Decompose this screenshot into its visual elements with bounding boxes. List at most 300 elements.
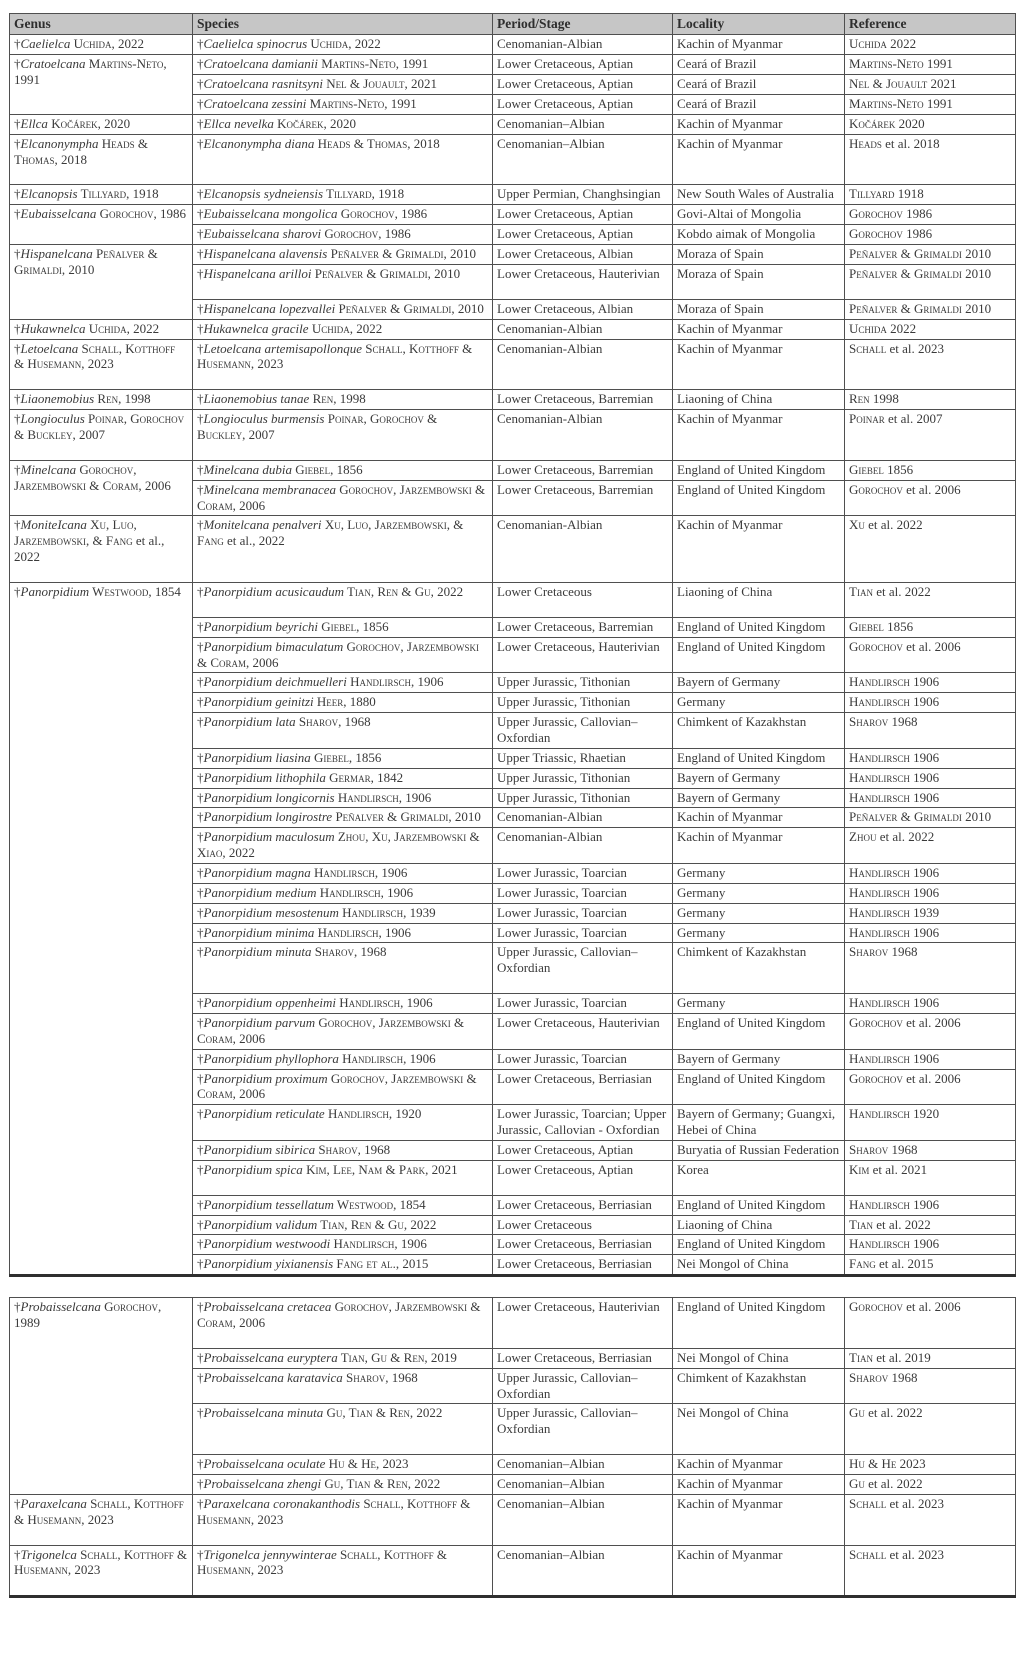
species-text: Panorpidium acusicaudum: [203, 583, 344, 599]
reference-text: et al. 2006: [902, 1015, 961, 1030]
locality-cell: Govi-Altai of Mongolia: [673, 205, 845, 225]
species-text: Ren, 1998: [309, 391, 366, 407]
species-text: Panorpidium mesostenum: [203, 904, 339, 920]
species-cell: [193, 245, 493, 265]
genus-cell: [10, 245, 193, 320]
species-row: [10, 319, 1016, 339]
species-text: Giebel, 1856: [317, 618, 389, 634]
species-text: Fang et al., 2015: [333, 1256, 429, 1272]
genus-text: Letoelcana: [20, 340, 79, 356]
reference-text: Handlirsch 1906: [849, 924, 940, 940]
reference-cell: [845, 768, 1016, 788]
species-cell: [193, 788, 493, 808]
species-text: Sharov, 1968: [311, 944, 387, 960]
species-text: †: [197, 1106, 204, 1122]
species-cell: [193, 1404, 493, 1455]
period-stage-cell: Cenomanian-Albian: [493, 319, 673, 339]
species-text: †: [197, 618, 204, 634]
period-stage-cell: Cenomanian–Albian: [493, 1545, 673, 1597]
species-cell: [193, 460, 493, 480]
genus-text: †: [14, 115, 21, 131]
species-cell: [193, 994, 493, 1014]
reference-text: Handlirsch 1906: [849, 864, 940, 880]
species-text: †: [197, 1546, 204, 1562]
genus-text: Uchida, 2022: [85, 320, 160, 336]
species-text: Panorpidium phyllophora: [203, 1050, 339, 1066]
species-cell: [193, 748, 493, 768]
species-text: †: [197, 924, 204, 940]
taxa-table-1: [9, 13, 1016, 1277]
reference-text: Handlirsch 1906: [849, 995, 940, 1011]
species-text: Probaisselcana minuta: [203, 1405, 324, 1421]
species-text: Panorpidium minuta: [203, 944, 312, 960]
species-text: †: [197, 461, 204, 477]
species-text: Gorochov, Jarzembowski & Coram, 2006: [197, 481, 486, 513]
genus-text: †: [14, 206, 21, 222]
period-stage-cell: Lower Jurassic, Toarcian: [493, 863, 673, 883]
species-text: Germar, 1842: [325, 769, 404, 785]
reference-text: Xu: [849, 517, 865, 533]
taxa-tables: [9, 13, 1015, 1598]
locality-cell: Bayern of Germany: [673, 673, 845, 693]
reference-text: Uchida 2022: [849, 36, 917, 52]
period-stage-cell: Upper Jurassic, Callovian–Oxfordian: [493, 1404, 673, 1455]
species-cell: [193, 1368, 493, 1404]
species-text: Gorochov, 1986: [337, 206, 428, 222]
species-cell: [193, 75, 493, 95]
species-text: †: [197, 995, 204, 1011]
species-cell: [193, 582, 493, 617]
reference-text: Poinar: [849, 411, 885, 427]
genus-cell: [10, 185, 193, 205]
species-text: Probaisselcana cretacea: [203, 1299, 332, 1315]
reference-text: Sharov 1968: [849, 944, 918, 960]
period-stage-cell: Lower Cretaceous, Berriasian: [493, 1069, 673, 1105]
column-header-reference: Reference: [845, 14, 1016, 35]
locality-cell: Liaoning of China: [673, 1215, 845, 1235]
reference-text: et al. 2006: [902, 1070, 961, 1086]
genus-text: Liaonemobius: [20, 391, 95, 407]
reference-text: Sharov 1968: [849, 1142, 918, 1158]
species-cell: [193, 1141, 493, 1161]
reference-cell: [845, 75, 1016, 95]
reference-text: Schall: [849, 1546, 887, 1562]
genus-text: Elcanonympha: [20, 135, 99, 151]
genus-text: Minelcana: [20, 461, 77, 477]
species-cell: [193, 828, 493, 864]
genus-text: Schall, Kotthoff & Husemann, 2023: [14, 340, 176, 372]
reference-cell: [845, 1475, 1016, 1495]
species-cell: [193, 390, 493, 410]
genus-text: Ren, 1998: [94, 391, 151, 407]
period-stage-cell: Cenomanian–Albian: [493, 134, 673, 185]
species-cell: [193, 693, 493, 713]
period-stage-cell: Upper Jurassic, Tithonian: [493, 673, 673, 693]
genus-text: †: [14, 246, 21, 262]
species-text: †: [197, 864, 204, 880]
locality-cell: Kachin of Myanmar: [673, 1545, 845, 1597]
reference-cell: [845, 264, 1016, 299]
species-text: †: [197, 226, 204, 242]
period-stage-cell: Cenomanian–Albian: [493, 1455, 673, 1475]
species-cell: [193, 134, 493, 185]
reference-text: et al. 2006: [902, 638, 961, 654]
species-cell: [193, 95, 493, 115]
genus-text: Poinar, Gorochov & Buckley, 2007: [14, 411, 185, 442]
genus-text: †: [14, 135, 21, 151]
species-text: Panorpidium oppenheimi: [203, 995, 337, 1011]
genus-cell: [10, 205, 193, 245]
species-text: Panorpidium spica: [203, 1161, 303, 1177]
reference-cell: [845, 1195, 1016, 1215]
locality-cell: Chimkent of Kazakhstan: [673, 713, 845, 749]
period-stage-cell: Upper Jurassic, Tithonian: [493, 693, 673, 713]
reference-cell: [845, 1235, 1016, 1255]
species-cell: [193, 1069, 493, 1105]
reference-text: Nel & Jouault 2021: [849, 76, 957, 92]
genus-text: et al., 2022: [14, 533, 165, 565]
species-text: †: [197, 96, 204, 112]
species-text: †: [197, 1196, 204, 1212]
locality-cell: Kachin of Myanmar: [673, 339, 845, 390]
genus-cell: [10, 516, 193, 583]
period-stage-cell: Cenomanian-Albian: [493, 410, 673, 461]
reference-text: et al. 2022: [864, 517, 923, 533]
genus-text: Xu, Luo, Jarzembowski, & Fang: [14, 517, 137, 549]
species-text: †: [197, 884, 204, 900]
reference-text: Zhou: [849, 829, 877, 845]
species-text: Handlirsch, 1906: [334, 789, 432, 805]
genus-cell: [10, 35, 193, 55]
species-text: †: [197, 829, 204, 845]
species-cell: [193, 1545, 493, 1597]
species-text: Hu & He, 2023: [325, 1456, 409, 1472]
genus-text: †: [14, 517, 21, 533]
species-text: Cratoelcana rasnitsyni: [203, 76, 324, 92]
species-text: Gorochov, Jarzembowski & Coram, 2006: [197, 638, 479, 670]
species-text: Panorpidium lithophila: [203, 769, 326, 785]
reference-cell: [845, 637, 1016, 673]
period-stage-cell: Lower Cretaceous: [493, 1215, 673, 1235]
reference-text: Martins-Neto 1991: [849, 56, 953, 72]
genus-text: †: [14, 36, 21, 52]
genus-text: †: [14, 1299, 21, 1315]
reference-cell: [845, 903, 1016, 923]
species-cell: [193, 768, 493, 788]
species-text: Liaonemobius tanae: [203, 391, 310, 407]
reference-cell: [845, 617, 1016, 637]
reference-text: Handlirsch 1906: [849, 674, 940, 690]
species-text: Westwood, 1854: [333, 1196, 426, 1212]
species-text: Panorpidium minima: [203, 924, 315, 940]
reference-text: Handlirsch 1920: [849, 1106, 940, 1122]
species-text: †: [197, 1236, 204, 1252]
period-stage-cell: Lower Jurassic, Toarcian: [493, 883, 673, 903]
species-text: et al., 2022: [223, 533, 285, 549]
reference-text: Gu: [849, 1405, 865, 1421]
species-text: Panorpidium deichmuelleri: [203, 674, 347, 690]
reference-text: Handlirsch 1906: [849, 1236, 940, 1252]
reference-text: Schall: [849, 1495, 887, 1511]
genus-text: Longioculus: [20, 411, 85, 427]
species-text: Gu, Tian & Ren, 2022: [321, 1476, 441, 1492]
reference-cell: [845, 134, 1016, 185]
species-text: Handlirsch, 1920: [324, 1106, 422, 1122]
locality-cell: England of United Kingdom: [673, 1195, 845, 1215]
reference-text: Peñalver & Grimaldi 2010: [849, 246, 992, 262]
locality-cell: Kachin of Myanmar: [673, 319, 845, 339]
species-cell: [193, 480, 493, 516]
reference-cell: [845, 35, 1016, 55]
species-text: Letoelcana artemisapollonque: [203, 340, 363, 356]
reference-cell: [845, 748, 1016, 768]
genus-text: Gorochov, 1986: [96, 206, 186, 222]
period-stage-cell: Lower Cretaceous, Aptian: [493, 225, 673, 245]
locality-cell: Bayern of Germany: [673, 768, 845, 788]
locality-cell: England of United Kingdom: [673, 617, 845, 637]
reference-cell: [845, 808, 1016, 828]
period-stage-cell: Lower Cretaceous, Hauterivian: [493, 1298, 673, 1349]
period-stage-cell: Lower Cretaceous, Barremian: [493, 460, 673, 480]
locality-cell: England of United Kingdom: [673, 480, 845, 516]
reference-text: et al. 2022: [876, 829, 935, 845]
species-text: Giebel, 1856: [291, 461, 363, 477]
species-text: Nel & Jouault, 2021: [323, 76, 438, 92]
reference-text: Tian: [849, 583, 873, 599]
period-stage-cell: Lower Cretaceous, Berriasian: [493, 1235, 673, 1255]
species-text: Elcanopsis sydneiensis: [203, 186, 324, 202]
species-cell: [193, 1475, 493, 1495]
reference-text: Peñalver & Grimaldi 2010: [849, 809, 992, 825]
locality-cell: Kachin of Myanmar: [673, 1494, 845, 1545]
locality-cell: Kachin of Myanmar: [673, 35, 845, 55]
species-text: †: [197, 517, 204, 533]
species-cell: [193, 903, 493, 923]
species-cell: [193, 1014, 493, 1050]
genus-text: Westwood, 1854: [89, 583, 181, 599]
species-row: [10, 410, 1016, 461]
reference-cell: [845, 923, 1016, 943]
reference-text: Handlirsch 1906: [849, 789, 940, 805]
genus-text: Martins-Neto, 1991: [14, 56, 167, 88]
species-cell: [193, 339, 493, 390]
species-text: †: [197, 809, 204, 825]
species-text: Tian, Ren & Gu, 2022: [317, 1216, 437, 1232]
reference-cell: [845, 1255, 1016, 1276]
species-cell: [193, 713, 493, 749]
locality-cell: Chimkent of Kazakhstan: [673, 943, 845, 994]
species-text: Panorpidium reticulate: [203, 1106, 325, 1122]
reference-text: Fang: [849, 1256, 876, 1272]
species-text: Hukawnelca gracile: [203, 320, 309, 336]
species-text: Sharov, 1968: [295, 714, 371, 730]
species-cell: [193, 1348, 493, 1368]
species-text: Eubaisselcana mongolica: [203, 206, 338, 222]
reference-text: et al. 2023: [886, 340, 944, 356]
genus-text: Gorochov, 1989: [14, 1299, 162, 1331]
locality-cell: Ceará of Brazil: [673, 55, 845, 75]
locality-cell: Germany: [673, 903, 845, 923]
species-text: †: [197, 1015, 204, 1030]
period-stage-cell: Cenomanian-Albian: [493, 828, 673, 864]
species-text: Probaisselcana euryptera: [203, 1349, 338, 1365]
species-text: Ellca nevelka: [203, 115, 274, 131]
genus-text: Uchida, 2022: [70, 36, 144, 52]
genus-text: Kočárek, 2020: [47, 115, 131, 131]
species-text: Cratoelcana zessini: [203, 96, 307, 112]
species-text: Hispanelcana lopezvallei: [203, 300, 336, 316]
reference-cell: [845, 185, 1016, 205]
species-text: Eubaisselcana sharovi: [203, 226, 322, 242]
reference-cell: [845, 1404, 1016, 1455]
species-text: Minelcana dubia: [203, 461, 292, 477]
reference-cell: [845, 883, 1016, 903]
species-text: Hispanelcana arilloi: [203, 265, 312, 281]
species-text: Panorpidium liasina: [203, 749, 311, 765]
period-stage-cell: Lower Cretaceous, Albian: [493, 299, 673, 319]
reference-cell: [845, 1105, 1016, 1141]
reference-cell: [845, 788, 1016, 808]
reference-text: Giebel 1856: [849, 461, 914, 477]
genus-text: Gorochov, Jarzembowski & Coram, 2006: [14, 461, 171, 493]
column-header-locality: Locality: [673, 14, 845, 35]
locality-cell: Liaoning of China: [673, 390, 845, 410]
reference-text: et al. 2015: [875, 1256, 934, 1272]
species-text: Panorpidium longirostre: [203, 809, 333, 825]
locality-cell: Buryatia of Russian Federation: [673, 1141, 845, 1161]
species-text: Giebel, 1856: [310, 749, 382, 765]
period-stage-cell: Upper Jurassic, Tithonian: [493, 788, 673, 808]
species-text: †: [197, 411, 204, 427]
species-text: Panorpidium maculosum: [203, 829, 335, 845]
species-text: Schall, Kotthoff & Husemann, 2023: [197, 1495, 471, 1527]
species-text: Handlirsch, 1906: [310, 864, 408, 880]
reference-cell: [845, 1298, 1016, 1349]
species-row: [10, 1545, 1016, 1597]
reference-text: Handlirsch 1906: [849, 884, 940, 900]
reference-text: Handlirsch 1906: [849, 694, 940, 710]
period-stage-cell: Upper Jurassic, Tithonian: [493, 768, 673, 788]
period-stage-cell: Lower Cretaceous, Barremian: [493, 390, 673, 410]
species-row: [10, 114, 1016, 134]
species-text: Tian, Ren & Gu, 2022: [343, 583, 464, 599]
locality-cell: Germany: [673, 883, 845, 903]
genus-text: Hispanelcana: [20, 246, 93, 262]
genus-text: †: [14, 320, 21, 336]
genus-text: MoniteIcana: [20, 517, 87, 533]
genus-text: Hukawnelca: [20, 320, 86, 336]
genus-text: †: [14, 1495, 21, 1511]
reference-cell: [845, 460, 1016, 480]
reference-cell: [845, 693, 1016, 713]
species-text: Longioculus burmensis: [203, 411, 325, 427]
period-stage-cell: Lower Jurassic, Toarcian: [493, 903, 673, 923]
species-text: †: [197, 246, 204, 262]
reference-text: Heads: [849, 135, 882, 151]
reference-text: et al. 2022: [864, 1476, 923, 1492]
genus-cell: [10, 114, 193, 134]
species-text: Handlirsch, 1906: [314, 924, 412, 940]
genus-cell: [10, 582, 193, 1275]
reference-text: Kim: [849, 1161, 870, 1177]
locality-cell: Kachin of Myanmar: [673, 114, 845, 134]
species-cell: [193, 923, 493, 943]
genus-cell: [10, 55, 193, 115]
species-cell: [193, 264, 493, 299]
genus-text: Paraxelcana: [20, 1495, 87, 1511]
genus-text: †: [14, 56, 21, 72]
reference-cell: [845, 673, 1016, 693]
species-text: Kim, Lee, Nam & Park, 2021: [302, 1161, 458, 1177]
species-row: [10, 339, 1016, 390]
species-text: Panorpidium westwoodi: [203, 1236, 331, 1252]
species-row: [10, 55, 1016, 75]
genus-text: Ellca: [20, 115, 48, 131]
reference-text: et al. 2022: [872, 583, 931, 599]
period-stage-cell: Lower Cretaceous, Barremian: [493, 480, 673, 516]
species-text: Kočárek, 2020: [273, 115, 357, 131]
locality-cell: Moraza of Spain: [673, 264, 845, 299]
species-text: Elcanonympha diana: [203, 135, 315, 151]
species-text: Handlirsch, 1906: [336, 995, 433, 1011]
period-stage-cell: Upper Triassic, Rhaetian: [493, 748, 673, 768]
reference-text: Ren 1998: [849, 391, 899, 407]
species-text: †: [197, 1349, 204, 1365]
genus-text: Schall, Kotthoff & Husemann, 2023: [14, 1546, 188, 1578]
column-header-genus: Genus: [10, 14, 193, 35]
species-text: †: [197, 583, 204, 599]
locality-cell: Ceará of Brazil: [673, 95, 845, 115]
period-stage-cell: Cenomanian–Albian: [493, 1494, 673, 1545]
reference-cell: [845, 1215, 1016, 1235]
reference-text: Handlirsch 1906: [849, 1196, 940, 1212]
genus-text: †: [14, 340, 21, 356]
species-row: [10, 205, 1016, 225]
reference-cell: [845, 299, 1016, 319]
species-text: †: [197, 1070, 204, 1086]
locality-cell: Kachin of Myanmar: [673, 410, 845, 461]
species-text: †: [197, 1369, 204, 1385]
reference-text: Handlirsch 1906: [849, 769, 940, 785]
reference-cell: [845, 1494, 1016, 1545]
locality-cell: England of United Kingdom: [673, 1298, 845, 1349]
species-text: Panorpidium medium: [203, 884, 317, 900]
species-text: Panorpidium parvum: [203, 1015, 316, 1030]
species-text: †: [197, 391, 204, 407]
locality-cell: Germany: [673, 994, 845, 1014]
species-text: †: [197, 638, 204, 654]
reference-text: Kočárek 2020: [849, 115, 925, 131]
species-text: Xu, Luo, Jarzembowski, & Fang: [197, 517, 464, 549]
species-text: †: [197, 714, 204, 730]
species-text: Poinar, Gorochov & Buckley, 2007: [197, 411, 438, 442]
species-row: [10, 245, 1016, 265]
column-header-period-stage: Period/Stage: [493, 14, 673, 35]
genus-text: Probaisselcana: [20, 1299, 101, 1315]
reference-text: et al. 2023: [886, 1546, 944, 1562]
reference-cell: [845, 114, 1016, 134]
species-text: †: [197, 340, 204, 356]
reference-text: Hu & He 2023: [849, 1456, 926, 1472]
species-text: Tillyard, 1918: [323, 186, 405, 202]
taxa-table-2: [9, 1297, 1016, 1598]
genus-cell: [10, 1298, 193, 1495]
genus-cell: [10, 460, 193, 516]
reference-cell: [845, 943, 1016, 994]
species-text: Gorochov, Jarzembowski & Coram, 2006: [197, 1299, 481, 1331]
locality-cell: Kachin of Myanmar: [673, 828, 845, 864]
species-cell: [193, 1494, 493, 1545]
